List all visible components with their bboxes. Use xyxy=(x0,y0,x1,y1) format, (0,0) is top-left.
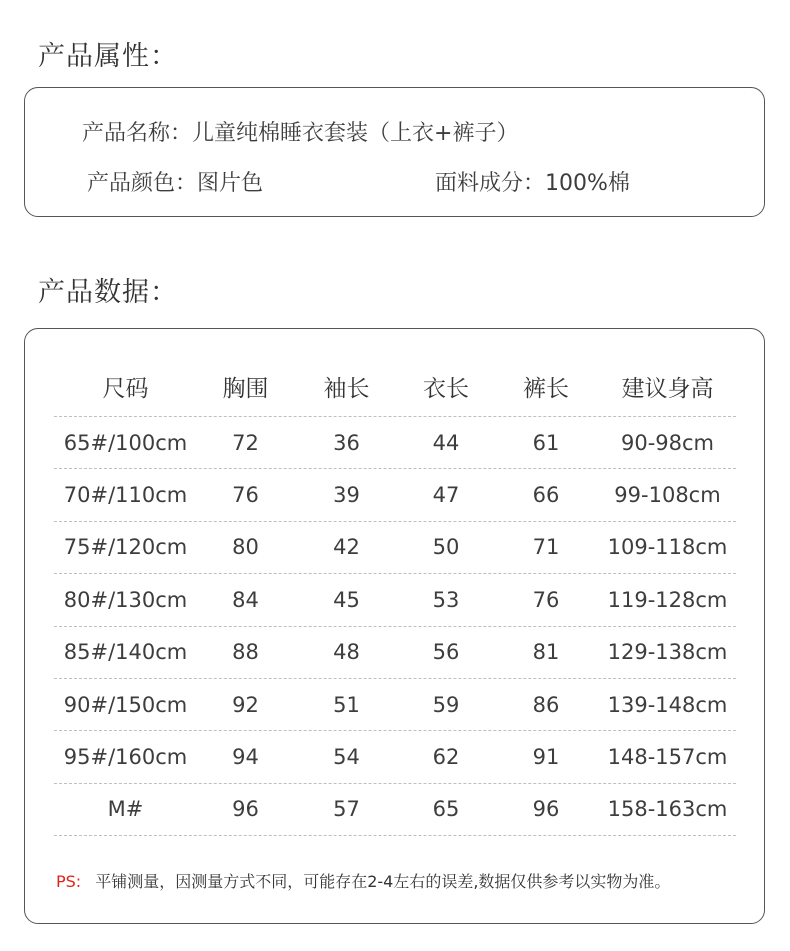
table-row xyxy=(54,679,736,731)
cell-size: 70#/110cm xyxy=(63,483,188,508)
product-color-label: 产品颜色： xyxy=(87,171,198,196)
product-color-line xyxy=(87,166,263,197)
cell-pants-length: 71 xyxy=(532,535,560,560)
cell-height: 109-118cm xyxy=(607,535,728,560)
cell-height: 119-128cm xyxy=(607,587,728,612)
material-line xyxy=(435,166,630,197)
cell-height: 99-108cm xyxy=(614,483,721,508)
material-value: 100%棉 xyxy=(545,171,630,196)
product-color-value: 图片色 xyxy=(197,171,264,196)
cell-sleeve: 45 xyxy=(333,587,360,612)
header-height: 建议身高 xyxy=(621,376,714,402)
cell-top-length: 59 xyxy=(432,692,460,717)
cell-chest: 80 xyxy=(232,535,259,560)
note-text: 平铺测量，因测量方式不同，可能存在2-4左右的误差,数据仅供参考以实物为准。 xyxy=(95,872,671,891)
table-row xyxy=(54,574,736,626)
cell-top-length: 50 xyxy=(432,535,460,560)
cell-sleeve: 36 xyxy=(333,430,360,455)
cell-size: 90#/150cm xyxy=(63,692,188,717)
cell-height: 148-157cm xyxy=(607,745,728,770)
table-row xyxy=(54,784,736,836)
cell-top-length: 62 xyxy=(432,745,460,770)
cell-sleeve: 51 xyxy=(333,692,360,717)
cell-height: 129-138cm xyxy=(607,640,728,665)
cell-pants-length: 81 xyxy=(532,640,560,665)
product-name-label: 产品名称： xyxy=(82,121,193,146)
size-table xyxy=(54,357,736,836)
cell-pants-length: 66 xyxy=(532,483,560,508)
table-header-row xyxy=(54,357,736,417)
cell-top-length: 44 xyxy=(432,430,460,455)
cell-chest: 96 xyxy=(232,797,259,822)
cell-sleeve: 42 xyxy=(333,535,360,560)
cell-pants-length: 61 xyxy=(532,430,560,455)
measurement-note xyxy=(56,869,670,892)
cell-chest: 88 xyxy=(232,640,259,665)
cell-size: 75#/120cm xyxy=(63,535,188,560)
cell-top-length: 47 xyxy=(432,483,460,508)
cell-size: 95#/160cm xyxy=(63,745,188,770)
cell-sleeve: 39 xyxy=(333,483,360,508)
product-attributes-box xyxy=(24,87,765,217)
table-row xyxy=(54,469,736,521)
cell-chest: 92 xyxy=(232,692,259,717)
product-attributes-title: 产品属性： xyxy=(38,41,178,72)
cell-pants-length: 96 xyxy=(532,797,560,822)
cell-pants-length: 86 xyxy=(532,692,560,717)
table-row xyxy=(54,522,736,574)
cell-height: 139-148cm xyxy=(607,692,728,717)
cell-pants-length: 76 xyxy=(532,587,560,612)
header-size: 尺码 xyxy=(102,376,149,402)
header-sleeve: 袖长 xyxy=(323,376,370,402)
cell-height: 158-163cm xyxy=(607,797,728,822)
table-row xyxy=(54,731,736,783)
cell-top-length: 56 xyxy=(432,640,460,665)
cell-size: 80#/130cm xyxy=(63,587,188,612)
header-chest: 胸围 xyxy=(222,376,269,402)
cell-sleeve: 57 xyxy=(333,797,360,822)
product-name-line xyxy=(82,116,518,147)
cell-chest: 76 xyxy=(232,483,259,508)
product-name-value: 儿童纯棉睡衣套装（上衣+裤子） xyxy=(192,121,519,146)
cell-top-length: 53 xyxy=(432,587,460,612)
cell-size: 65#/100cm xyxy=(63,430,188,455)
product-data-box xyxy=(24,328,765,924)
cell-pants-length: 91 xyxy=(532,745,560,770)
product-data-title: 产品数据： xyxy=(38,277,178,308)
cell-chest: 72 xyxy=(232,430,259,455)
cell-size: M# xyxy=(107,797,144,822)
cell-top-length: 65 xyxy=(432,797,460,822)
cell-sleeve: 54 xyxy=(333,745,360,770)
header-pants-length: 裤长 xyxy=(523,376,569,402)
cell-height: 90-98cm xyxy=(620,430,715,455)
table-row xyxy=(54,417,736,469)
cell-size: 85#/140cm xyxy=(63,640,188,665)
cell-chest: 84 xyxy=(232,587,259,612)
cell-chest: 94 xyxy=(232,745,259,770)
header-top-length: 衣长 xyxy=(423,376,469,402)
note-prefix: PS: xyxy=(56,872,82,891)
cell-sleeve: 48 xyxy=(333,640,360,665)
table-row xyxy=(54,627,736,679)
material-label: 面料成分： xyxy=(435,171,546,196)
